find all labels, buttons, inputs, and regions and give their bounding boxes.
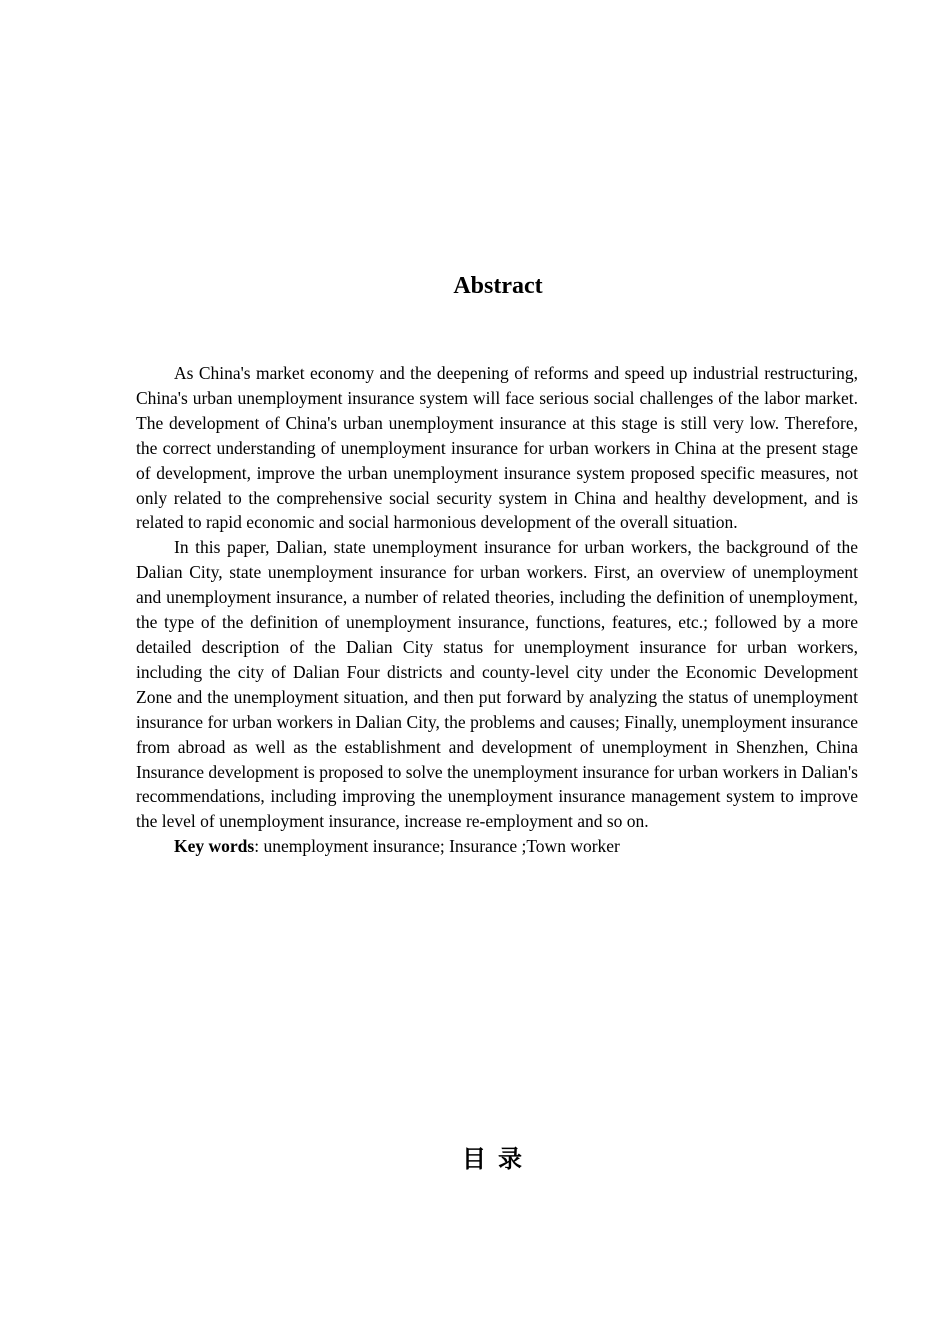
abstract-title: Abstract [453, 273, 543, 299]
keywords-label: Key words [174, 836, 255, 857]
toc-title: 目录 [462, 1145, 534, 1173]
abstract-paragraph-1: As China's market economy and the deepening of reforms and speed up industrial restructuring, China's urban unemployment insurance system will face serious social challenges of the labor market. The development of China's urban unemployment insurance at this stage is still very low. Therefore, the correct understanding of unemployment insurance for urban workers in China at the present stage of development, improve the urban unemployment insurance system proposed specific measures, not only related to the comprehensive social security system in China and healthy development, and is related to rapid economic and social harmonious development of the overall situation. [136, 363, 858, 533]
abstract-paragraph-2: In this paper, Dalian, state unemployment insurance for urban workers, the background of the Dalian City, state unemployment insurance for urban workers. First, an overview of unemployment and unemployment insurance, a number of related theories, including the definition of unemployment, the type of the definition of unemployment insurance, functions, features, etc.; followed by a more detailed description of the Dalian City status for unemployment insurance for urban workers, including the city of Dalian Four districts and county-level city under the Economic Development Zone and the unemployment situation, and then put forward by analyzing the status of unemployment insurance for urban workers in Dalian City, the problems and causes; Finally, unemployment insurance from abroad as well as the establishment and development of unemployment in Shenzhen, China Insurance development is proposed to solve the unemployment insurance for urban workers in Dalian's recommendations, including improving the unemployment insurance management system to improve the level of unemployment insurance, increase re-employment and so on. [136, 537, 858, 832]
keywords-line [136, 834, 858, 859]
abstract-body [136, 361, 858, 859]
keywords-text: : unemployment insurance; Insurance ;Town worker [254, 836, 620, 857]
